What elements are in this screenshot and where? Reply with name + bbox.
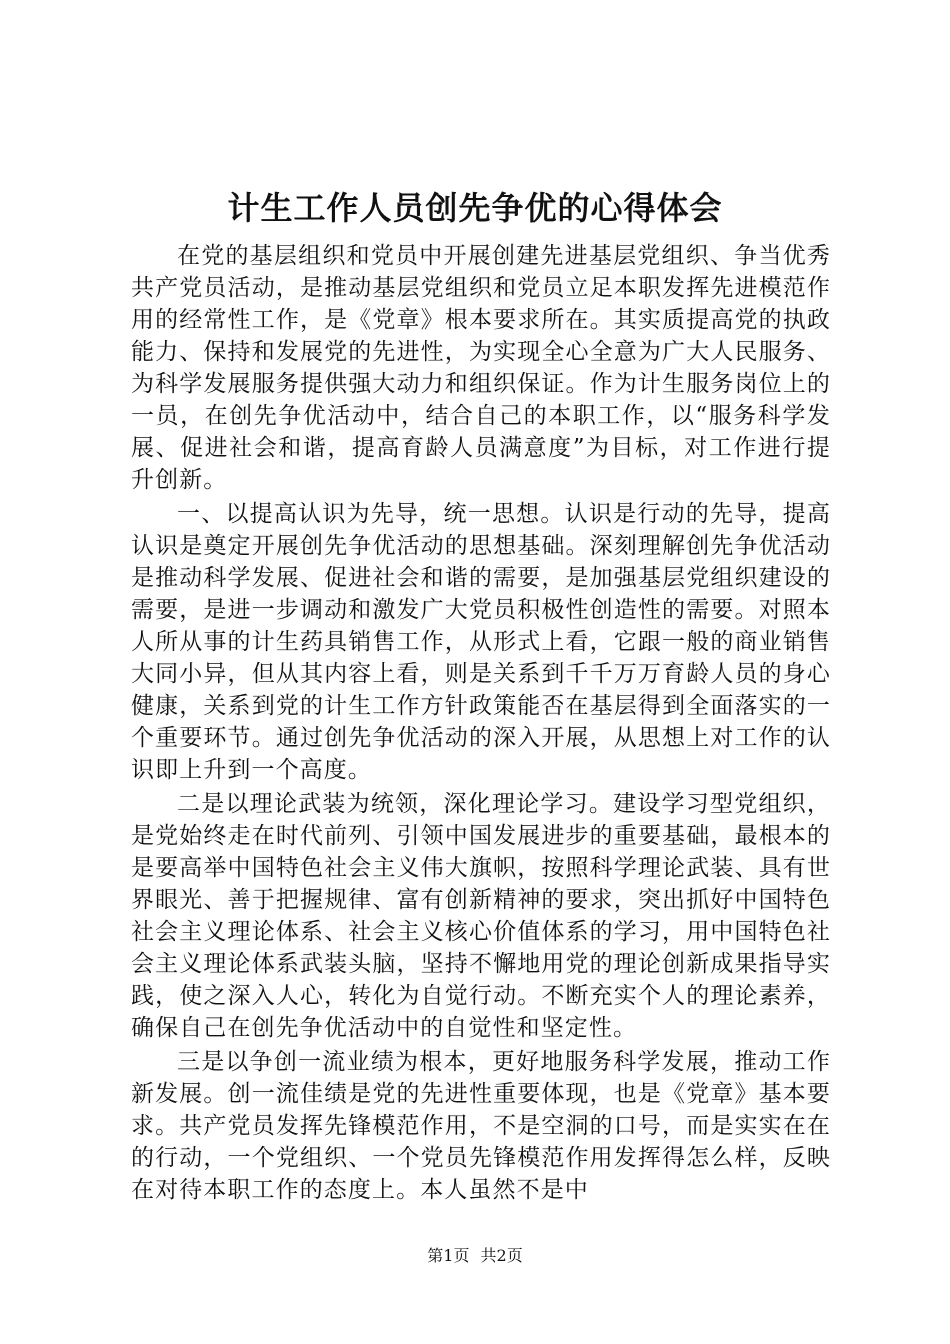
paragraph-intro: 在党的基层组织和党员中开展创建先进基层党组织、争当优秀共产党员活动，是推动基层党组织和党员立足本职发挥先进模范作用的经常性工作，是《党章》根本要求所在。其实质提高党的执政能力、保持和发展党的先进性，为实现全心全意为广大人民服务、为科学发展服务提供强大动力和组织保证。作为计生服务岗位上的一员，在创先争优活动中，结合自己的本职工作，以“服务科学发展、促进社会和谐，提高育龄人员满意度”为目标，对工作进行提升创新。: [131, 243, 831, 493]
document-body: [131, 240, 831, 1206]
paragraph-section-three: 三是以争创一流业绩为根本，更好地服务科学发展，推动工作新发展。创一流佳绩是党的先进性重要体现，也是《党章》基本要求。共产党员发挥先锋模范作用，不是空洞的口号，而是实实在在的行动，一个党组织、一个党员先锋模范作用发挥得怎么样，反映在对待本职工作的态度上。本人虽然不是中: [131, 1049, 831, 1203]
page-number: 第1页: [427, 1246, 470, 1265]
document-title: 计生工作人员创先争优的心得体会: [227, 189, 723, 227]
paragraph-section-two: 二是以理论武装为统领，深化理论学习。建设学习型党组织，是党始终走在时代前列、引领中国发展进步的重要基础，最根本的是要高举中国特色社会主义伟大旗帜，按照科学理论武装、具有世界眼光、善于把握规律、富有创新精神的要求，突出抓好中国特色社会主义理论体系、社会主义核心价值体系的学习，用中国特色社会主义理论体系武装头脑，坚持不懈地用党的理论创新成果指导实践，使之深入人心，转化为自觉行动。不断充实个人的理论素养，确保自己在创先争优活动中的自觉性和坚定性。: [131, 791, 831, 1041]
page-footer: [0, 1244, 950, 1268]
paragraph-section-one: 一、以提高认识为先导，统一思想。认识是行动的先导，提高认识是奠定开展创先争优活动的思想基础。深刻理解创先争优活动是推动科学发展、促进社会和谐的需要，是加强基层党组织建设的需要，是进一步调动和激发广大党员积极性创造性的需要。对照本人所从事的计生药具销售工作，从形式上看，它跟一般的商业销售大同小异，但从其内容上看，则是关系到千千万万育龄人员的身心健康，关系到党的计生工作方针政策能否在基层得到全面落实的一个重要环节。通过创先争优活动的深入开展，从思想上对工作的认识即上升到一个高度。: [131, 501, 831, 783]
page-total: 共2页: [480, 1246, 523, 1265]
